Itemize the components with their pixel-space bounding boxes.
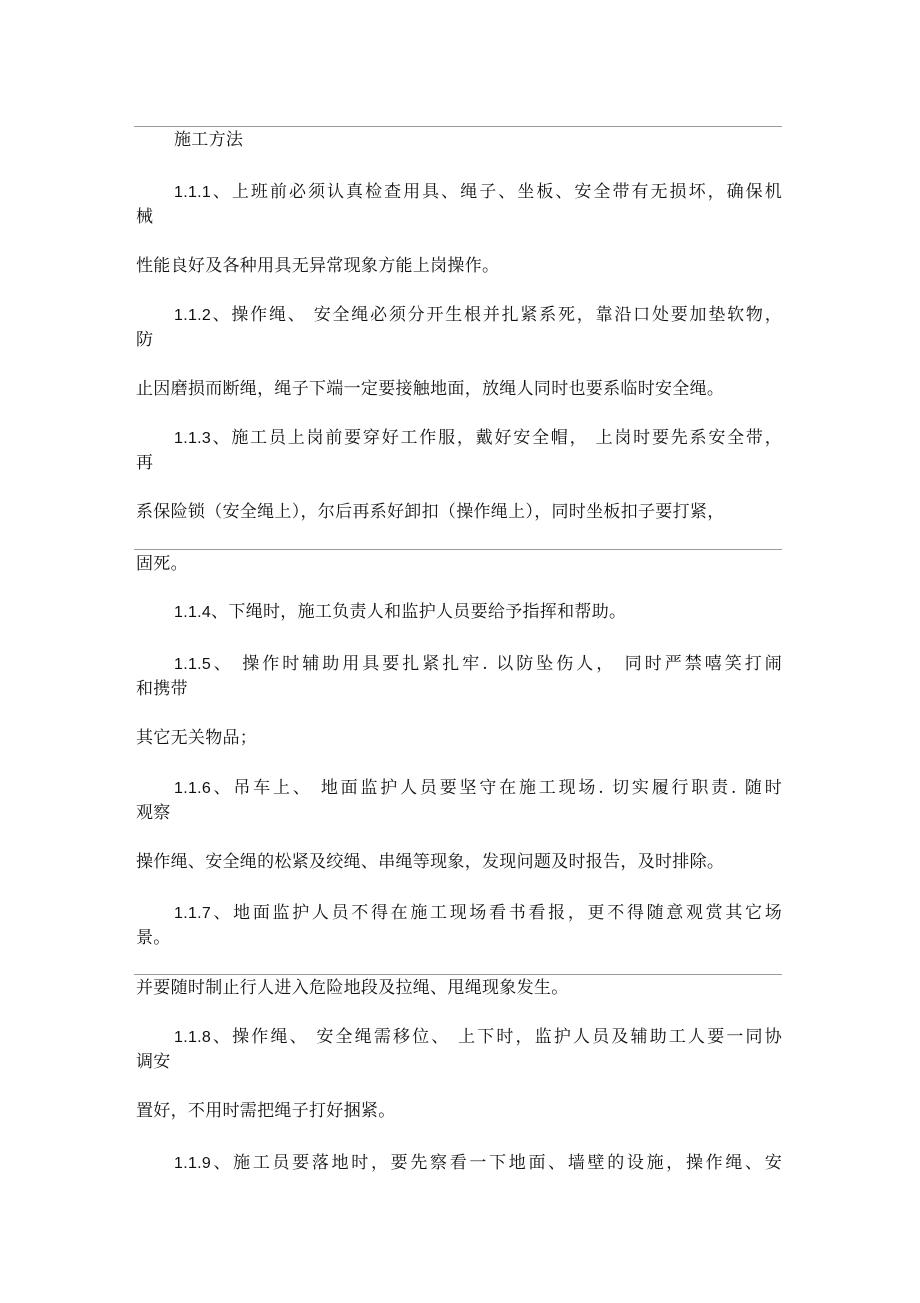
page-break-rule-1 — [134, 549, 782, 550]
item-1-1-6-line-1 — [174, 776, 782, 801]
item-1-1-6-cont: 操作绳、安全绳的松紧及绞绳、串绳等现象，发现问题及时报告，及时排除。 — [136, 852, 725, 872]
item-number: 1.1.5 — [174, 656, 212, 673]
item-1-1-5-line-1 — [174, 652, 782, 677]
section-heading: 施工方法 — [174, 130, 244, 150]
item-1-1-2-line-1 — [174, 303, 782, 328]
top-rule — [134, 126, 782, 127]
item-number: 1.1.1 — [174, 184, 212, 201]
item-number: 1.1.3 — [174, 430, 212, 447]
item-text: 、地面监护人员不得在施工现场看书看报，更不得随意观赏其它场 — [211, 903, 782, 923]
item-1-1-5-wrap: 和携带 — [136, 679, 188, 699]
item-text: 、下绳时，施工负责人和监护人员要给予指挥和帮助。 — [211, 602, 627, 622]
item-text: 、上班前必须认真检查用具、绳子、坐板、安全带有无损坏，确保机 — [211, 182, 782, 202]
item-1-1-8-wrap: 调安 — [136, 1052, 171, 1072]
item-text: 、吊车上、 地面监护人员要坚守在施工现场. 切实履行职责. 随时 — [211, 778, 782, 798]
item-1-1-3-cont: 系保险锁（安全绳上），尔后再系好卸扣（操作绳上），同时坐板扣子要打紧， — [136, 502, 725, 522]
item-text: 、操作绳、 安全绳需移位、 上下时，监护人员及辅助工人要一同协 — [211, 1027, 782, 1047]
item-text: 、施工员要落地时，要先察看一下地面、墙壁的设施，操作绳、安 — [211, 1153, 782, 1173]
item-1-1-1-wrap: 械 — [136, 207, 154, 227]
item-text: 、操作绳、 安全绳必须分开生根并扎紧系死，靠沿口处要加垫软物， — [211, 305, 782, 325]
item-number: 1.1.8 — [174, 1029, 212, 1046]
item-1-1-5-cont: 其它无关物品； — [136, 728, 258, 748]
item-text: 、施工员上岗前要穿好工作服，戴好安全帽， 上岗时要先系安全带， — [211, 428, 782, 448]
item-1-1-2-cont: 止因磨损而断绳，绳子下端一定要接触地面，放绳人同时也要系临时安全绳。 — [136, 379, 725, 399]
item-1-1-1-cont: 性能良好及各种用具无异常现象方能上岗操作。 — [136, 256, 500, 276]
item-1-1-6-wrap: 观察 — [136, 803, 171, 823]
item-1-1-7-cont: 并要随时制止行人进入危险地段及拉绳、甩绳现象发生。 — [136, 978, 569, 998]
item-1-1-7-line-1 — [174, 901, 782, 926]
item-1-1-4-line-1 — [174, 600, 782, 625]
item-1-1-7-wrap: 景。 — [136, 928, 171, 948]
item-1-1-3-cont-2: 固死。 — [136, 554, 188, 574]
item-1-1-9-line-1 — [174, 1151, 782, 1176]
item-text: 、 操作时辅助用具要扎紧扎牢. 以防坠伤人， 同时严禁嘻笑打闹 — [211, 654, 782, 674]
item-number: 1.1.7 — [174, 905, 212, 922]
item-1-1-3-wrap: 再 — [136, 453, 154, 473]
item-number: 1.1.4 — [174, 604, 212, 621]
item-1-1-8-cont: 置好，不用时需把绳子打好捆紧。 — [136, 1101, 396, 1121]
item-1-1-8-line-1 — [174, 1025, 782, 1050]
item-number: 1.1.9 — [174, 1155, 212, 1172]
item-number: 1.1.2 — [174, 307, 212, 324]
item-number: 1.1.6 — [174, 780, 212, 797]
item-1-1-1-line-1 — [174, 180, 782, 205]
item-1-1-2-wrap: 防 — [136, 330, 154, 350]
item-1-1-3-line-1 — [174, 426, 782, 451]
page-break-rule-2 — [134, 974, 782, 975]
